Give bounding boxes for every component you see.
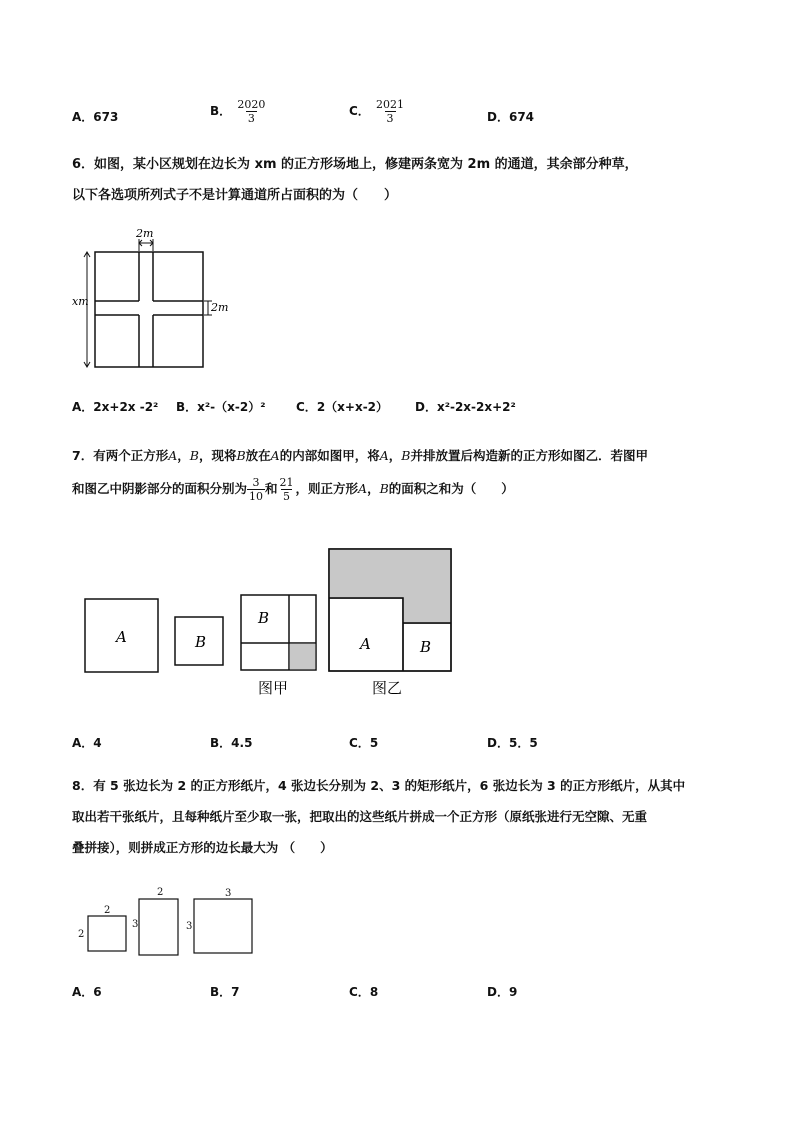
q7-option-b[interactable]: B．4.5 [210,736,253,750]
q8-option-a[interactable]: A．6 [72,985,102,999]
q7-stem-line2: 和图乙中阴影部分的面积分别为 $\frac{3}{10}$ 和 $\frac{21}{5}$ ，则正方形A，B的面积之和为（ ） [72,476,514,503]
q6-top-label: 2m [136,227,154,240]
q6-left-label: xm [72,295,89,308]
q7-jia-label-b: B [258,609,270,627]
q8-s1-left-label: 2 [78,929,85,940]
q7-option-a[interactable]: A．4 [72,736,102,750]
q6-option-d[interactable]: D．x²-2x-2x+2² [415,400,516,414]
q8-stem-line3: 叠拼接），则拼成正方形的边长最大为 （ ） [72,840,333,855]
q7-caption-jia: 图甲 [258,679,289,697]
q8-option-c[interactable]: C．8 [349,985,379,999]
fraction: $\frac{2020}{3}$ [237,98,266,125]
q8-s2-top-label: 2 [157,887,164,898]
q6-right-label: 2m [211,301,229,314]
q6-option-a[interactable]: A．2x+2x -2² [72,400,159,414]
q7-option-d[interactable]: D．5．5 [487,736,538,750]
q5-option-c[interactable]: C． $\frac{2021}{3}$ [349,98,404,125]
q7-option-c[interactable]: C．5 [349,736,379,750]
fraction: $\frac{3}{10}$ [249,476,264,503]
q6-stem-line2: 以下各选项所列式子不是计算通道所占面积的为（ ） [72,188,398,203]
q8-s1-top-label: 2 [104,905,111,916]
q6-figure [70,225,240,375]
q7-figure [80,545,460,705]
q5-option-a[interactable]: A．673 [72,110,119,124]
q6-stem-line1: 6．如图，某小区规划在边长为 xm 的正方形场地上，修建两条宽为 2m 的通道，其余部分种草， [72,157,638,172]
q8-figure [70,880,270,960]
q8-s2-left-label: 3 [132,919,139,930]
q7-yi-label-b: B [420,638,432,656]
q8-option-b[interactable]: B．7 [210,985,240,999]
q7-yi-label-a: A [360,635,371,653]
q8-s3-top-label: 3 [225,888,232,899]
q7-label-b: B [195,633,207,651]
q6-option-b[interactable]: B．x²-（x-2）² [176,400,266,414]
q8-s3-left-label: 3 [186,921,193,932]
q7-jia-shaded-region [290,644,316,670]
fraction: $\frac{2021}{3}$ [376,98,404,125]
fraction: $\frac{21}{5}$ [279,476,294,503]
q5-option-d[interactable]: D．674 [487,110,535,124]
q7-yi-shaded-region [330,550,451,623]
q7-stem-line1: 7．有两个正方形A，B，现将B放在A的内部如图甲，将A，B并排放置后构造新的正方形如图乙．若图甲 [72,448,648,463]
q7-caption-yi: 图乙 [372,679,403,697]
q7-label-a: A [116,628,127,646]
q6-option-c[interactable]: C．2（x+x-2） [296,400,389,414]
q5-option-b[interactable]: B． $\frac{2020}{3}$ [210,98,266,125]
q8-stem-line1: 8．有 5 张边长为 2 的正方形纸片，4 张边长分别为 2、3 的矩形纸片，6 张边长为 3 的正方形纸片，从其中 [72,778,686,793]
q8-stem-line2: 取出若干张纸片，且每种纸片至少取一张，把取出的这些纸片拼成一个正方形（原纸张进行无空隙、无重 [72,809,648,824]
q8-option-d[interactable]: D．9 [487,985,518,999]
